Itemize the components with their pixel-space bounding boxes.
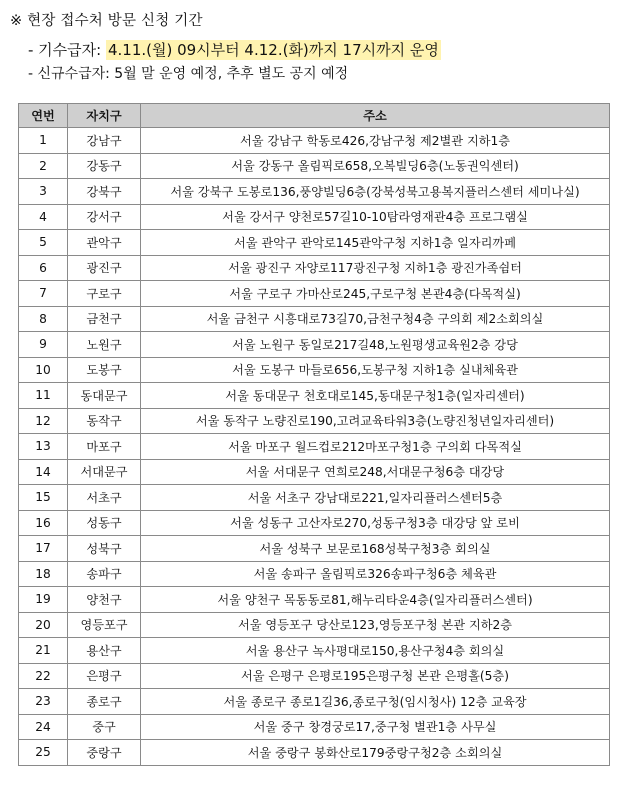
table-row bbox=[19, 204, 610, 230]
row-number-cell: 21 bbox=[19, 638, 68, 664]
table-row bbox=[19, 408, 610, 434]
table-row bbox=[19, 153, 610, 179]
row-number-cell: 16 bbox=[19, 510, 68, 536]
row-number-cell: 6 bbox=[19, 255, 68, 281]
district-cell: 마포구 bbox=[68, 434, 141, 460]
district-cell: 서초구 bbox=[68, 485, 141, 511]
address-cell: 서울 용산구 녹사평대로150,용산구청4층 회의실 bbox=[141, 638, 610, 664]
row-number-cell: 22 bbox=[19, 663, 68, 689]
table-row bbox=[19, 281, 610, 307]
address-cell: 서울 서초구 강남대로221,일자리플러스센터5층 bbox=[141, 485, 610, 511]
table-row bbox=[19, 306, 610, 332]
district-cell: 성동구 bbox=[68, 510, 141, 536]
row-number-cell: 25 bbox=[19, 740, 68, 766]
district-cell: 동대문구 bbox=[68, 383, 141, 409]
district-cell: 강서구 bbox=[68, 204, 141, 230]
new-recipients-line bbox=[10, 62, 620, 86]
district-cell: 강동구 bbox=[68, 153, 141, 179]
district-cell: 노원구 bbox=[68, 332, 141, 358]
table-body bbox=[19, 128, 610, 766]
district-cell: 은평구 bbox=[68, 663, 141, 689]
table-row bbox=[19, 332, 610, 358]
table-row bbox=[19, 230, 610, 256]
row-number-cell: 3 bbox=[19, 179, 68, 205]
table-header-row bbox=[19, 104, 610, 128]
row-number-cell: 1 bbox=[19, 128, 68, 154]
table-row bbox=[19, 561, 610, 587]
address-cell: 서울 구로구 가마산로245,구로구청 본관4층(다목적실) bbox=[141, 281, 610, 307]
table-row bbox=[19, 434, 610, 460]
district-cell: 구로구 bbox=[68, 281, 141, 307]
table-row bbox=[19, 587, 610, 613]
notice-header bbox=[0, 0, 620, 86]
row-number-cell: 18 bbox=[19, 561, 68, 587]
row-number-cell: 11 bbox=[19, 383, 68, 409]
row-number-cell: 13 bbox=[19, 434, 68, 460]
address-cell: 서울 도봉구 마들로656,도봉구청 지하1층 실내체육관 bbox=[141, 357, 610, 383]
table-row bbox=[19, 740, 610, 766]
district-cell: 도봉구 bbox=[68, 357, 141, 383]
row-number-cell: 20 bbox=[19, 612, 68, 638]
row-number-cell: 12 bbox=[19, 408, 68, 434]
address-cell: 서울 노원구 동일로217길48,노원평생교육원2층 강당 bbox=[141, 332, 610, 358]
table-row bbox=[19, 689, 610, 715]
new-recipients-text: 5월 말 운영 예정, 추후 별도 공지 예정 bbox=[114, 66, 349, 82]
district-cell: 종로구 bbox=[68, 689, 141, 715]
address-cell: 서울 강서구 양천로57길10-10탐라영재관4층 프로그램실 bbox=[141, 204, 610, 230]
table-row bbox=[19, 255, 610, 281]
existing-recipients-line bbox=[10, 38, 620, 62]
address-cell: 서울 광진구 자양로117광진구청 지하1층 광진가족쉼터 bbox=[141, 255, 610, 281]
address-cell: 서울 은평구 은평로195은평구청 본관 은평홀(5층) bbox=[141, 663, 610, 689]
row-number-cell: 5 bbox=[19, 230, 68, 256]
row-number-cell: 9 bbox=[19, 332, 68, 358]
column-header-number: 연번 bbox=[19, 104, 68, 128]
address-cell: 서울 중랑구 봉화산로179중랑구청2층 소회의실 bbox=[141, 740, 610, 766]
district-cell: 동작구 bbox=[68, 408, 141, 434]
table-row bbox=[19, 612, 610, 638]
new-recipients-label: - 신규수급자: bbox=[28, 66, 115, 82]
table-row bbox=[19, 536, 610, 562]
row-number-cell: 8 bbox=[19, 306, 68, 332]
table-row bbox=[19, 357, 610, 383]
table-row bbox=[19, 383, 610, 409]
column-header-district: 자치구 bbox=[68, 104, 141, 128]
row-number-cell: 24 bbox=[19, 714, 68, 740]
district-cell: 용산구 bbox=[68, 638, 141, 664]
table-row bbox=[19, 485, 610, 511]
table-row bbox=[19, 128, 610, 154]
district-cell: 강남구 bbox=[68, 128, 141, 154]
row-number-cell: 7 bbox=[19, 281, 68, 307]
row-number-cell: 15 bbox=[19, 485, 68, 511]
address-cell: 서울 종로구 종로1길36,종로구청(임시청사) 12층 교육장 bbox=[141, 689, 610, 715]
district-cell: 송파구 bbox=[68, 561, 141, 587]
district-cell: 양천구 bbox=[68, 587, 141, 613]
address-cell: 서울 양천구 목동동로81,해누리타운4층(일자리플러스센터) bbox=[141, 587, 610, 613]
address-cell: 서울 동작구 노량진로190,고려교육타워3층(노량진청년일자리센터) bbox=[141, 408, 610, 434]
table-row bbox=[19, 714, 610, 740]
district-cell: 중랑구 bbox=[68, 740, 141, 766]
table-row bbox=[19, 638, 610, 664]
district-cell: 영등포구 bbox=[68, 612, 141, 638]
column-header-address: 주소 bbox=[141, 104, 610, 128]
office-table bbox=[18, 103, 610, 766]
district-cell: 관악구 bbox=[68, 230, 141, 256]
table-row bbox=[19, 663, 610, 689]
address-cell: 서울 서대문구 연희로248,서대문구청6층 대강당 bbox=[141, 459, 610, 485]
address-cell: 서울 강남구 학동로426,강남구청 제2별관 지하1층 bbox=[141, 128, 610, 154]
address-cell: 서울 마포구 월드컵로212마포구청1층 구의회 다목적실 bbox=[141, 434, 610, 460]
row-number-cell: 23 bbox=[19, 689, 68, 715]
address-cell: 서울 관악구 관악로145관악구청 지하1층 일자리까페 bbox=[141, 230, 610, 256]
address-cell: 서울 영등포구 당산로123,영등포구청 본관 지하2층 bbox=[141, 612, 610, 638]
notice-title: ※ 현장 접수처 방문 신청 기간 bbox=[10, 13, 203, 29]
row-number-cell: 19 bbox=[19, 587, 68, 613]
district-cell: 서대문구 bbox=[68, 459, 141, 485]
row-number-cell: 14 bbox=[19, 459, 68, 485]
address-cell: 서울 동대문구 천호대로145,동대문구청1층(일자리센터) bbox=[141, 383, 610, 409]
address-cell: 서울 송파구 올림픽로326송파구청6층 체육관 bbox=[141, 561, 610, 587]
address-cell: 서울 성동구 고산자로270,성동구청3층 대강당 앞 로비 bbox=[141, 510, 610, 536]
row-number-cell: 4 bbox=[19, 204, 68, 230]
address-cell: 서울 중구 창경궁로17,중구청 별관1층 사무실 bbox=[141, 714, 610, 740]
existing-recipients-period: 4.11.(월) 09시부터 4.12.(화)까지 17시까지 운영 bbox=[107, 41, 439, 59]
row-number-cell: 17 bbox=[19, 536, 68, 562]
district-cell: 금천구 bbox=[68, 306, 141, 332]
address-cell: 서울 성북구 보문로168성북구청3층 회의실 bbox=[141, 536, 610, 562]
row-number-cell: 2 bbox=[19, 153, 68, 179]
district-cell: 성북구 bbox=[68, 536, 141, 562]
district-cell: 강북구 bbox=[68, 179, 141, 205]
table-row bbox=[19, 179, 610, 205]
address-cell: 서울 강동구 올림픽로658,오복빌딩6층(노동권익센터) bbox=[141, 153, 610, 179]
table-row bbox=[19, 510, 610, 536]
address-cell: 서울 금천구 시흥대로73길70,금천구청4층 구의회 제2소회의실 bbox=[141, 306, 610, 332]
district-cell: 광진구 bbox=[68, 255, 141, 281]
district-cell: 중구 bbox=[68, 714, 141, 740]
table-row bbox=[19, 459, 610, 485]
row-number-cell: 10 bbox=[19, 357, 68, 383]
existing-recipients-label: - 기수급자: bbox=[28, 41, 106, 59]
address-cell: 서울 강북구 도봉로136,풍양빌딩6층(강북성북고용복지플러스센터 세미나실) bbox=[141, 179, 610, 205]
